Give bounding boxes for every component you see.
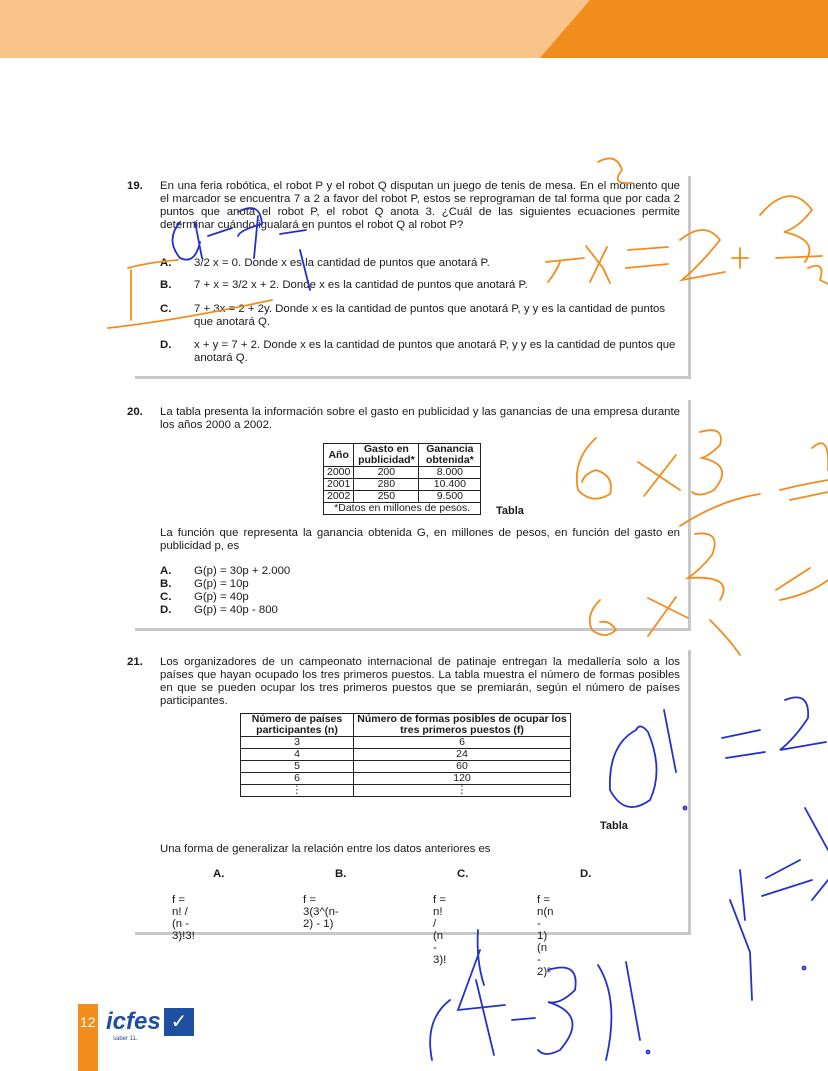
ink-stroke bbox=[430, 1000, 450, 1060]
ink-stroke bbox=[776, 568, 828, 600]
table-row bbox=[241, 773, 571, 785]
table-cell: 4 bbox=[241, 749, 354, 761]
q20-table-label: Tabla bbox=[496, 505, 524, 517]
ink-stroke bbox=[732, 248, 748, 268]
table-cell: 2001 bbox=[324, 479, 354, 491]
ink-stroke bbox=[812, 880, 828, 900]
check-icon: ✓ bbox=[164, 1008, 194, 1036]
table-cell: 10.400 bbox=[419, 479, 481, 491]
option-text: G(p) = 30p + 2.000 bbox=[194, 565, 291, 577]
table-header: Número de países participantes (n) bbox=[241, 714, 354, 737]
q21-answer-c[interactable]: f = n! / (n - 3)! bbox=[433, 894, 447, 966]
table-cell: 120 bbox=[354, 773, 571, 785]
ink-stroke bbox=[680, 494, 760, 526]
option-letter: A. bbox=[160, 257, 172, 269]
ink-stroke bbox=[730, 870, 752, 1000]
table-header: Año bbox=[324, 444, 354, 467]
ink-stroke bbox=[776, 256, 822, 258]
ink-stroke bbox=[598, 965, 611, 1060]
table-cell: 8.000 bbox=[419, 467, 481, 479]
ink-stroke bbox=[692, 430, 722, 494]
table-row bbox=[324, 467, 481, 479]
page-number: 12 bbox=[80, 1014, 96, 1030]
ink-stroke bbox=[538, 968, 576, 1055]
q21-number: 21. bbox=[127, 656, 143, 668]
icfes-logo: icfes bbox=[106, 1008, 161, 1035]
ink-stroke bbox=[512, 1018, 535, 1020]
logo-subtitle: saber 11. bbox=[113, 1036, 138, 1042]
ink-stroke bbox=[808, 266, 828, 284]
table-cell: 250 bbox=[354, 491, 419, 503]
q21-prompt: Una forma de generalizar la relación entre los datos anteriores es bbox=[160, 843, 491, 855]
ink-stroke bbox=[710, 620, 740, 655]
ink-stroke bbox=[780, 443, 828, 500]
option-letter: D. bbox=[160, 604, 172, 616]
q19-stem: En una feria robótica, el robot P y el robot Q disputan un juego de tenis de mesa. En el momento que el marcador se encuentra 7 a 2 a favor del robot P, estos se reprograman de tal forma que por cada 2 puntos que anota el robot P, el robot Q anota 3. ¿Cuál de las siguientes ecuaciones permite determinar cuándo igualará en puntos el robot Q al robot P? bbox=[160, 180, 680, 231]
option-text: G(p) = 40p - 800 bbox=[194, 604, 278, 616]
q21-answer-b[interactable]: f = 3(3^(n-2) - 1) bbox=[303, 894, 339, 930]
ink-stroke bbox=[626, 962, 640, 1040]
ink-stroke bbox=[780, 697, 826, 750]
option-text: G(p) = 10p bbox=[194, 578, 249, 590]
option-letter: C. bbox=[160, 303, 172, 315]
q21-letter-b[interactable]: B. bbox=[335, 868, 347, 880]
q21-letter-d[interactable]: D. bbox=[580, 868, 592, 880]
table-header: Ganancia obtenida* bbox=[419, 444, 481, 467]
table-header: Gasto en publicidad* bbox=[354, 444, 419, 467]
table-cell: 60 bbox=[354, 761, 571, 773]
table-row bbox=[241, 749, 571, 761]
table-header: Número de formas posibles de ocupar los tres primeros puestos (f) bbox=[354, 714, 571, 737]
table-row bbox=[324, 479, 481, 491]
q21-table bbox=[240, 713, 571, 797]
ink-stroke bbox=[805, 808, 828, 850]
table-cell: 2000 bbox=[324, 467, 354, 479]
q19-number: 19. bbox=[127, 180, 143, 192]
option-text: 3/2 x = 0. Donde x es la cantidad de puntos que anotará P. bbox=[194, 257, 490, 269]
table-row bbox=[241, 761, 571, 773]
option-text: 7 + 3x = 2 + 2y. Donde x es la cantidad de puntos que anotará P, y y es la cantidad de puntos que anotará Q. bbox=[194, 303, 666, 328]
top-accent bbox=[540, 0, 828, 58]
table-cell: 24 bbox=[354, 749, 571, 761]
ink-stroke bbox=[688, 533, 724, 600]
q21-answer-a[interactable]: f = n! / (n - 3)!3! bbox=[172, 894, 195, 942]
table-cell: 5 bbox=[241, 761, 354, 773]
option-text: G(p) = 40p bbox=[194, 591, 249, 603]
table-cell: ⋮ bbox=[354, 785, 571, 797]
q20-number: 20. bbox=[127, 406, 143, 418]
table-cell: 6 bbox=[241, 773, 354, 785]
q21-letter-c[interactable]: C. bbox=[457, 868, 469, 880]
option-text: 7 + x = 3/2 x + 2. Donde x es la cantidad de puntos que anotará P. bbox=[194, 279, 528, 291]
table-row bbox=[241, 785, 571, 797]
table-row bbox=[241, 737, 571, 749]
option-text: x + y = 7 + 2. Donde x es la cantidad de puntos que anotará P, y y es la cantidad de puntos que anotará Q. bbox=[194, 339, 676, 364]
ink-stroke bbox=[760, 196, 812, 262]
table-note: *Datos en millones de pesos. bbox=[324, 503, 481, 515]
option-letter: A. bbox=[160, 565, 172, 577]
option-letter: B. bbox=[160, 279, 172, 291]
ink-stroke bbox=[458, 950, 505, 1055]
q20-table bbox=[323, 443, 481, 515]
table-cell: 280 bbox=[354, 479, 419, 491]
q20-stem: La tabla presenta la información sobre el gasto en publicidad y las ganancias de una empresa durante los años 2000 a 2002. bbox=[160, 406, 680, 431]
table-cell: 9.500 bbox=[419, 491, 481, 503]
ink-stroke bbox=[722, 730, 765, 758]
option-letter: B. bbox=[160, 578, 172, 590]
option-letter: C. bbox=[160, 591, 172, 603]
q21-table-label: Tabla bbox=[600, 820, 628, 832]
ink-stroke bbox=[762, 860, 812, 896]
table-cell: 6 bbox=[354, 737, 571, 749]
q20-prompt: La función que representa la ganancia obtenida G, en millones de pesos, en función del gasto en publicidad p, es bbox=[160, 527, 680, 552]
option-letter: D. bbox=[160, 339, 172, 351]
table-row bbox=[324, 491, 481, 503]
q21-stem: Los organizadores de un campeonato internacional de patinaje entregan la medallería solo a los países que hayan ocupado los tres primeros puestos. La tabla muestra el número de formas posibles en que se pueden ocupar los tres primeros puestos que se premiarán, según el número de países participantes. bbox=[160, 656, 680, 707]
ink-stroke bbox=[478, 930, 484, 985]
ink-dot bbox=[647, 1051, 650, 1054]
table-cell: 3 bbox=[241, 737, 354, 749]
table-cell: 2002 bbox=[324, 491, 354, 503]
table-cell: 200 bbox=[354, 467, 419, 479]
table-cell: ⋮ bbox=[241, 785, 354, 797]
q21-answer-d[interactable]: f = n(n - 1)(n - 2)² bbox=[537, 894, 554, 978]
q21-letter-a[interactable]: A. bbox=[213, 868, 225, 880]
ink-dot bbox=[803, 967, 806, 970]
